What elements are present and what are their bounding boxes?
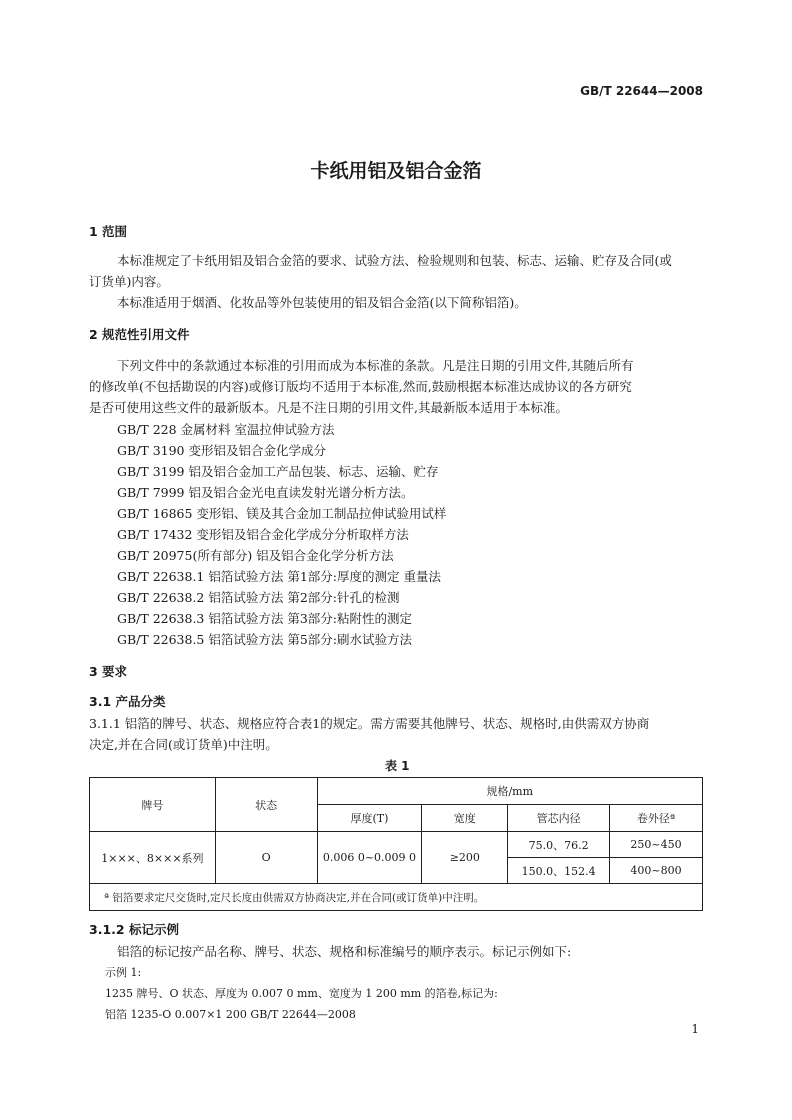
section-1-para-1-line-2: 订货单)内容。 bbox=[89, 274, 169, 289]
section-2-intro-line-2: 的修改单(不包括勘误的内容)或修订版均不适用于本标准,然而,鼓励根据本标准达成协议的各方研究 bbox=[89, 379, 632, 394]
reference-item: GB/T 22638.2 铝箔试验方法 第2部分:针孔的检测 bbox=[117, 590, 400, 605]
reference-item: GB/T 7999 铝及铝合金光电直读发射光谱分析方法。 bbox=[117, 485, 414, 500]
reference-item: GB/T 16865 变形铝、镁及其合金加工制品拉伸试验用试样 bbox=[117, 506, 447, 521]
section-3-1-heading: 3.1 产品分类 bbox=[89, 694, 166, 709]
header-thickness: 厚度(T) bbox=[317, 805, 422, 832]
standard-number: GB/T 22644—2008 bbox=[580, 84, 703, 98]
reference-item: GB/T 3190 变形铝及铝合金化学成分 bbox=[117, 443, 326, 458]
header-spec: 规格/mm bbox=[317, 778, 702, 805]
reference-item: GB/T 228 金属材料 室温拉伸试验方法 bbox=[117, 422, 335, 437]
table-footnote: ª 铝箔要求定尺交货时,定尺长度由供需双方协商决定,并在合同(或订货单)中注明。 bbox=[90, 884, 703, 911]
clause-3-1-1-line-2: 决定,并在合同(或订货单)中注明。 bbox=[89, 737, 278, 752]
section-1-para-1-line-1: 本标准规定了卡纸用铝及铝合金箔的要求、试验方法、检验规则和包装、标志、运输、贮存及合同(或 bbox=[117, 253, 672, 268]
page-number: 1 bbox=[691, 1022, 699, 1036]
example-label: 示例 1: bbox=[105, 966, 142, 979]
section-1-para-2: 本标准适用于烟酒、化妆品等外包装使用的铝及铝合金箔(以下简称铝箔)。 bbox=[117, 295, 527, 310]
header-temper: 状态 bbox=[215, 778, 317, 832]
section-1-heading: 1 范围 bbox=[89, 224, 128, 239]
cell-core-diameter: 150.0、152.4 bbox=[508, 858, 610, 884]
table-caption: 表 1 bbox=[385, 759, 410, 773]
example-mark: 铝箔 1235-O 0.007×1 200 GB/T 22644—2008 bbox=[105, 1008, 356, 1021]
header-grade: 牌号 bbox=[90, 778, 216, 832]
cell-outer-diameter: 250~450 bbox=[610, 832, 703, 858]
cell-thickness: 0.006 0~0.009 0 bbox=[317, 832, 422, 884]
clause-3-1-2-text: 铝箔的标记按产品名称、牌号、状态、规格和标准编号的顺序表示。标记示例如下: bbox=[117, 944, 572, 959]
section-2-intro-line-3: 是否可使用这些文件的最新版本。凡是不注日期的引用文件,其最新版本适用于本标准。 bbox=[89, 400, 568, 415]
reference-item: GB/T 17432 变形铝及铝合金化学成分分析取样方法 bbox=[117, 527, 409, 542]
cell-width: ≥200 bbox=[422, 832, 508, 884]
cell-grade: 1×××、8×××系列 bbox=[90, 832, 216, 884]
cell-outer-diameter: 400~800 bbox=[610, 858, 703, 884]
section-2-heading: 2 规范性引用文件 bbox=[89, 327, 190, 342]
clause-3-1-1-line-1: 3.1.1 铝箔的牌号、状态、规格应符合表1的规定。需方需要其他牌号、状态、规格时,由供需双方协商 bbox=[89, 716, 650, 731]
reference-item: GB/T 22638.5 铝箔试验方法 第5部分:刷水试验方法 bbox=[117, 632, 412, 647]
reference-item: GB/T 3199 铝及铝合金加工产品包装、标志、运输、贮存 bbox=[117, 464, 439, 479]
example-text: 1235 牌号、O 状态、厚度为 0.007 0 mm、宽度为 1 200 mm 的箔卷,标记为: bbox=[105, 987, 498, 1000]
page-title: 卡纸用铝及铝合金箔 bbox=[310, 160, 482, 182]
header-width: 宽度 bbox=[422, 805, 508, 832]
clause-3-1-2-heading: 3.1.2 标记示例 bbox=[89, 922, 179, 937]
reference-item: GB/T 20975(所有部分) 铝及铝合金化学分析方法 bbox=[117, 548, 394, 563]
section-2-intro-line-1: 下列文件中的条款通过本标准的引用而成为本标准的条款。凡是注日期的引用文件,其随后所有 bbox=[117, 358, 634, 373]
spec-table bbox=[89, 777, 703, 911]
cell-temper: O bbox=[215, 832, 317, 884]
cell-core-diameter: 75.0、76.2 bbox=[508, 832, 610, 858]
header-outer-diameter: 卷外径ª bbox=[610, 805, 703, 832]
reference-item: GB/T 22638.3 铝箔试验方法 第3部分:粘附性的测定 bbox=[117, 611, 412, 626]
section-3-heading: 3 要求 bbox=[89, 664, 128, 679]
reference-item: GB/T 22638.1 铝箔试验方法 第1部分:厚度的测定 重量法 bbox=[117, 569, 441, 584]
header-core-diameter: 管芯内径 bbox=[508, 805, 610, 832]
